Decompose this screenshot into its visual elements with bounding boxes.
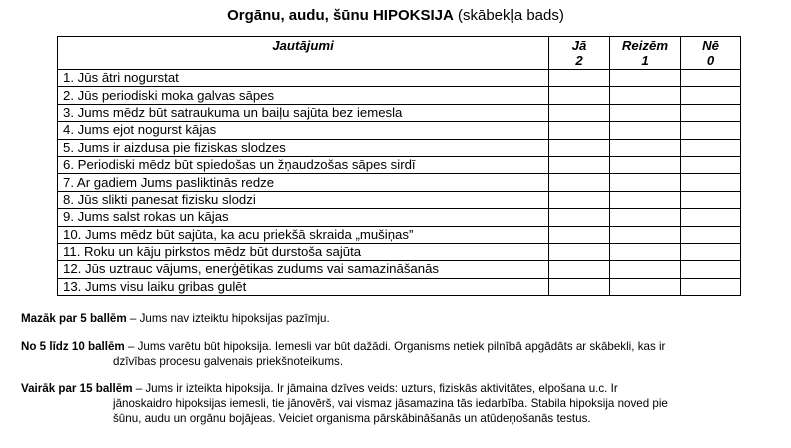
answer-cell-yes[interactable] [549, 104, 610, 121]
score-note-text-continued: jānoskaidro hipoksijas iemesli, tie jānovērš, vai vismaz jāsamazina tās iedarbība. Stabila hipoksija noved pie [113, 397, 668, 410]
answer-cell-yes[interactable] [549, 156, 610, 173]
answer-cell-no[interactable] [681, 104, 741, 121]
question-text: 9. Jums salst rokas un kājas [58, 209, 549, 226]
score-note-text: – Jums varētu būt hipoksija. Iemesli var būt dažādi. Organisms netiek pilnībā apgādāts ar skābekli, kas ir [124, 340, 666, 353]
answer-cell-no[interactable] [681, 174, 741, 191]
table-row [58, 243, 741, 260]
answer-cell-yes[interactable] [549, 209, 610, 226]
answer-cell-yes[interactable] [549, 139, 610, 156]
question-text: 12. Jūs uztrauc vājums, enerģētikas zudums vai samazināšanās [58, 261, 549, 278]
question-text: 10. Jums mēdz būt sajūta, ka acu priekšā skraida „mušiņas” [58, 226, 549, 243]
header-yes [549, 37, 610, 70]
title-sub: (skābekļa bads) [453, 7, 564, 24]
header-questions-label: Jautājumi [272, 38, 334, 53]
score-note-text-continued: dzīvības procesu galvenais priekšnoteikums. [113, 355, 344, 368]
answer-cell-yes[interactable] [549, 261, 610, 278]
score-note-label: Vairāk par 15 ballēm [21, 382, 133, 395]
header-sometimes [610, 37, 681, 70]
table-row [58, 139, 741, 156]
answer-cell-sometimes[interactable] [610, 122, 681, 139]
answer-cell-sometimes[interactable] [610, 139, 681, 156]
answer-cell-no[interactable] [681, 226, 741, 243]
score-note-text: – Jums nav izteiktu hipoksijas pazīmju. [126, 312, 330, 325]
question-text: 11. Roku un kāju pirkstos mēdz būt durstoša sajūta [58, 243, 549, 260]
answer-cell-no[interactable] [681, 122, 741, 139]
score-note-low [21, 311, 781, 326]
table-row [58, 226, 741, 243]
answer-cell-sometimes[interactable] [610, 70, 681, 87]
score-note-high [21, 381, 781, 426]
question-text: 2. Jūs periodiski moka galvas sāpes [58, 87, 549, 104]
header-sometimes-points: 1 [641, 53, 649, 68]
table-row [58, 156, 741, 173]
table-row [58, 122, 741, 139]
question-text: 4. Jums ejot nogurst kājas [58, 122, 549, 139]
table-row [58, 191, 741, 208]
header-sometimes-label: Reizēm [621, 38, 669, 53]
answer-cell-sometimes[interactable] [610, 261, 681, 278]
answer-cell-no[interactable] [681, 278, 741, 295]
answer-cell-sometimes[interactable] [610, 104, 681, 121]
answer-cell-no[interactable] [681, 209, 741, 226]
answer-cell-no[interactable] [681, 139, 741, 156]
title-main: Orgānu, audu, šūnu HIPOKSIJA [227, 7, 454, 24]
score-note-text: – Jums ir izteikta hipoksija. Ir jāmaina dzīves veids: uzturs, fiziskās aktivitātes, elpošana u.c. Ir [132, 382, 618, 395]
table-row [58, 87, 741, 104]
score-note-label: No 5 līdz 10 ballēm [21, 340, 125, 353]
answer-cell-no[interactable] [681, 156, 741, 173]
header-no-points: 0 [706, 53, 715, 68]
table-row [58, 174, 741, 191]
question-text: 8. Jūs slikti panesat fizisku slodzi [58, 191, 549, 208]
table-row [58, 261, 741, 278]
answer-cell-no[interactable] [681, 70, 741, 87]
question-text: 13. Jums visu laiku gribas gulēt [58, 278, 549, 295]
answer-cell-no[interactable] [681, 191, 741, 208]
answer-cell-yes[interactable] [549, 243, 610, 260]
score-note-text-continued: šūnu, audu un orgānu bojājeas. Veiciet organisma pārskābināšanās un atūdeņošanās testus. [113, 412, 591, 425]
answer-cell-no[interactable] [681, 243, 741, 260]
question-text: 1. Jūs ātri nogurstat [58, 70, 549, 87]
answer-cell-yes[interactable] [549, 226, 610, 243]
answer-cell-yes[interactable] [549, 174, 610, 191]
question-text: 3. Jums mēdz būt satraukuma un baiļu sajūta bez iemesla [58, 104, 549, 121]
header-yes-label: Jā [571, 38, 587, 53]
answer-cell-yes[interactable] [549, 191, 610, 208]
table-row [58, 278, 741, 295]
answer-cell-sometimes[interactable] [610, 226, 681, 243]
answer-cell-sometimes[interactable] [610, 278, 681, 295]
score-note-medium [21, 339, 781, 369]
header-no [681, 37, 741, 70]
question-text: 6. Periodiski mēdz būt spiedošas un žņaudzošas sāpes sirdī [58, 156, 549, 173]
question-text: 7. Ar gadiem Jums pasliktinās redze [58, 174, 549, 191]
answer-cell-sometimes[interactable] [610, 87, 681, 104]
score-note-label: Mazāk par 5 ballēm [21, 312, 127, 325]
answer-cell-no[interactable] [681, 261, 741, 278]
answer-cell-sometimes[interactable] [610, 191, 681, 208]
answer-cell-sometimes[interactable] [610, 156, 681, 173]
answer-cell-sometimes[interactable] [610, 243, 681, 260]
answer-cell-yes[interactable] [549, 87, 610, 104]
questionnaire-table [57, 36, 741, 296]
answer-cell-yes[interactable] [549, 70, 610, 87]
answer-cell-yes[interactable] [549, 278, 610, 295]
header-questions [58, 37, 549, 70]
header-yes-points: 2 [575, 53, 583, 68]
table-row [58, 209, 741, 226]
table-row [58, 104, 741, 121]
table-row [58, 70, 741, 87]
answer-cell-no[interactable] [681, 87, 741, 104]
page-title [0, 6, 791, 26]
answer-cell-sometimes[interactable] [610, 209, 681, 226]
header-no-label: Nē [702, 38, 719, 53]
answer-cell-yes[interactable] [549, 122, 610, 139]
answer-cell-sometimes[interactable] [610, 174, 681, 191]
header-row [58, 37, 741, 70]
question-text: 5. Jums ir aizdusa pie fiziskas slodzes [58, 139, 549, 156]
